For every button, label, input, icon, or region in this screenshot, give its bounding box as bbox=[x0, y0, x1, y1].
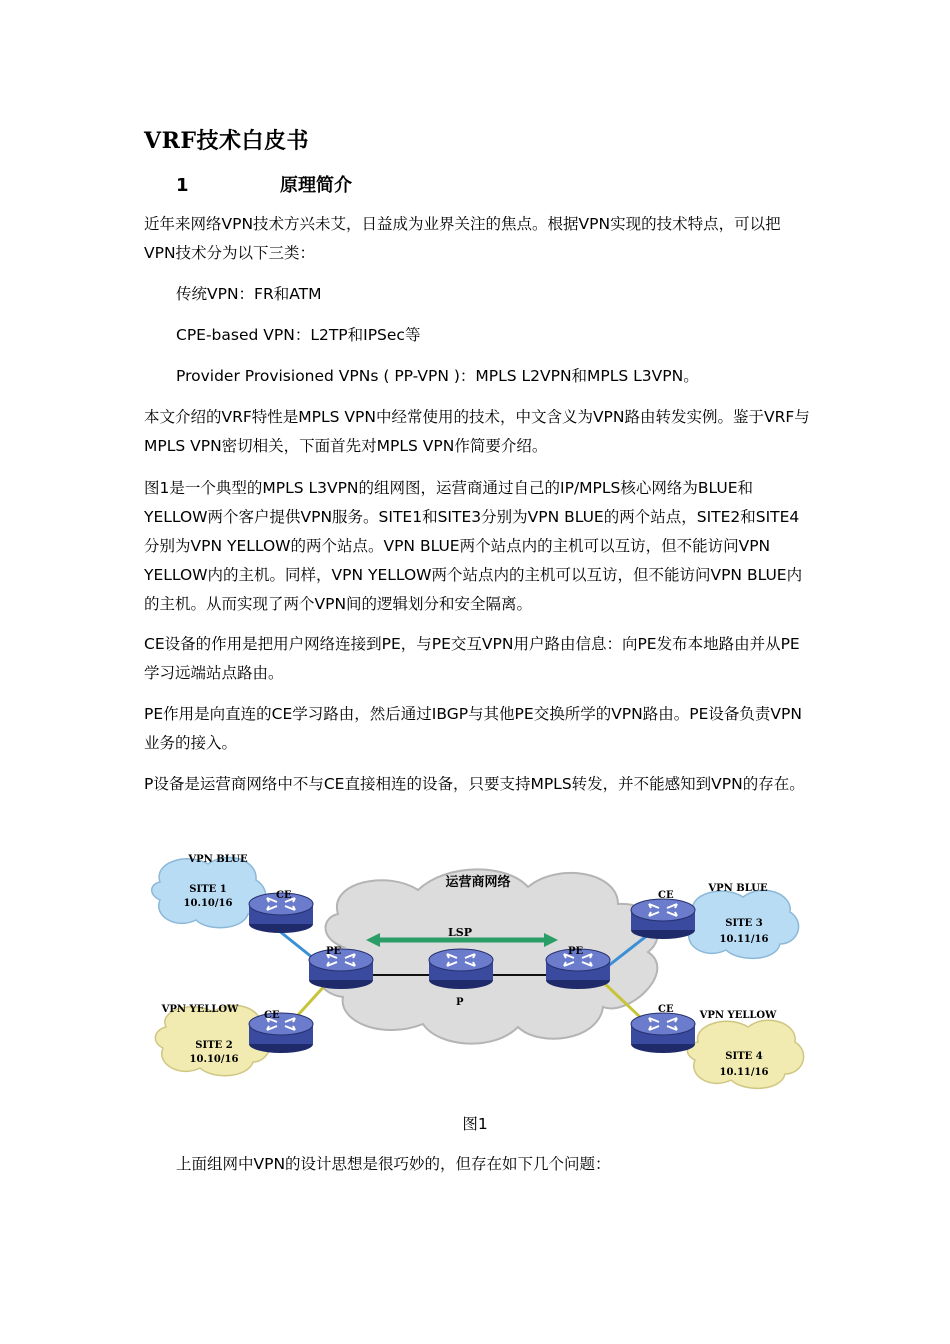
p-label: P bbox=[456, 997, 464, 1008]
site3-vpn-label: VPN BLUE bbox=[708, 883, 768, 894]
paragraph-vrf: 本文介绍的VRF特性是MPLS VPN中经常使用的技术，中文含义为VPN路由转发实例。鉴于VRF与MPLS VPN密切相关，下面首先对MPLS VPN作简要介绍。 bbox=[144, 408, 810, 455]
list-item: CPE-based VPN：L2TP和IPSec等 bbox=[176, 326, 421, 344]
ce4-router bbox=[631, 1013, 695, 1053]
site2-vpn-label: VPN YELLOW bbox=[161, 1004, 239, 1015]
site3-name: SITE 3 bbox=[725, 918, 763, 929]
section-title: 原理简介 bbox=[280, 175, 352, 196]
site4-name: SITE 4 bbox=[725, 1051, 763, 1062]
network-diagram bbox=[148, 842, 808, 1110]
list-item: Provider Provisioned VPNs ( PP-VPN )：MPLS L2VPN和MPLS L3VPN。 bbox=[176, 367, 699, 385]
lsp-label: LSP bbox=[448, 926, 472, 939]
ce4-label: CE bbox=[658, 1004, 674, 1015]
site3-net: 10.11/16 bbox=[719, 934, 769, 945]
site2-net: 10.10/16 bbox=[189, 1054, 239, 1065]
paragraph-pe: PE作用是向直连的CE学习路由，然后通过IBGP与其他PE交换所学的VPN路由。PE设备负责VPN业务的接入。 bbox=[144, 705, 802, 752]
site2-name: SITE 2 bbox=[195, 1040, 233, 1051]
paragraph-after-figure: 上面组网中VPN的设计思想是很巧妙的，但存在如下几个问题： bbox=[176, 1155, 611, 1173]
p-router bbox=[429, 949, 493, 989]
ce2-label: CE bbox=[264, 1010, 280, 1021]
ce3-router bbox=[631, 899, 695, 939]
ce2-router bbox=[249, 1013, 313, 1053]
site1-vpn-label: VPN BLUE bbox=[188, 854, 248, 865]
ce1-label: CE bbox=[276, 890, 292, 901]
paragraph-p: P设备是运营商网络中不与CE直接相连的设备，只要支持MPLS转发，并不能感知到VPN的存在。 bbox=[144, 775, 805, 793]
pe2-label: PE bbox=[568, 946, 584, 957]
section-number: 1 bbox=[176, 175, 189, 196]
site4-net: 10.11/16 bbox=[719, 1067, 769, 1078]
paragraph-ce: CE设备的作用是把用户网络连接到PE，与PE交互VPN用户路由信息：向PE发布本地路由并从PE学习远端站点路由。 bbox=[144, 635, 800, 682]
paragraph-intro: 近年来网络VPN技术方兴未艾，日益成为业界关注的焦点。根据VPN实现的技术特点，可以把VPN技术分为以下三类： bbox=[144, 215, 781, 262]
figure-caption: 图1 bbox=[462, 1115, 488, 1133]
site1-net: 10.10/16 bbox=[183, 898, 233, 909]
site1-name: SITE 1 bbox=[189, 884, 227, 895]
cloud-label: 运营商网络 bbox=[445, 875, 511, 890]
paragraph-figure-desc: 图1是一个典型的MPLS L3VPN的组网图，运营商通过自己的IP/MPLS核心网络为BLUE和YELLOW两个客户提供VPN服务。SITE1和SITE3分别为VPN BLUE的两个站点，SITE2和SITE4分别为VPN YELLOW的两个站点。VPN BLUE两个站点内的主机可以互访，但不能访问VPN YELLOW内的主机。同样，VPN YELLOW两个站点内的主机可以互访，但不能访问VPN BLUE内的主机。从而实现了两个VPN间的逻辑划分和安全隔离。 bbox=[144, 479, 803, 613]
ce3-label: CE bbox=[658, 890, 674, 901]
list-item: 传统VPN：FR和ATM bbox=[176, 285, 322, 303]
section-heading bbox=[176, 171, 352, 197]
document-title: VRF技术白皮书 bbox=[144, 128, 309, 154]
site4-vpn-label: VPN YELLOW bbox=[699, 1010, 777, 1021]
pe1-label: PE bbox=[326, 946, 342, 957]
